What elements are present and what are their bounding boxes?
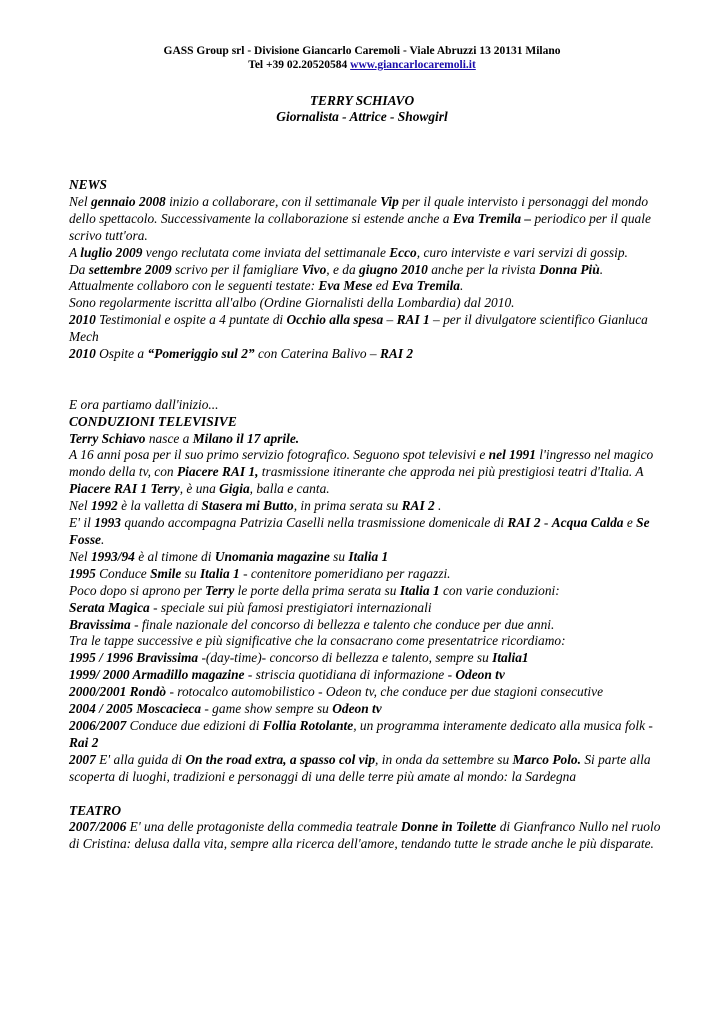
website-link[interactable]: www.giancarlocaremoli.it: [350, 59, 476, 71]
letterhead: [0, 44, 724, 72]
section-heading-teatro: TEATRO: [69, 802, 122, 818]
paragraph: 2007 E' alla guida di On the road extra, a spasso col vip, in onda da settembre su Marco Polo. Si parte alla: [69, 751, 651, 767]
paragraph: 2010 Testimonial e ospite a 4 puntate di Occhio alla spesa – RAI 1 – per il divulgatore scientifico Gianluca Mech: [69, 312, 648, 345]
paragraph: Terry Schiavo nasce a Milano il 17 aprile.: [69, 430, 300, 446]
paragraph: 2007/2006 E' una delle protagoniste della commedia teatrale Donne in Toilette di Gianfranco Nullo nel ruolo di Cristina: delusa dalla vita, sempre alla ricerca dell'amore, tendando tutte le strade anche le più disparate.: [69, 819, 661, 852]
section-news: [69, 194, 669, 363]
paragraph: E' il 1993 quando accompagna Patrizia Caselli nella trasmissione domenicale di RAI 2 - Acqua Calda e Se Fosse.: [69, 515, 650, 548]
paragraph: Nel gennaio 2008 inizio a collaborare, con il settimanale Vip per il quale intervisto i personaggi del mondo dello spettacolo. Successivamente la collaborazione si estende anche a Eva Tremila – periodico per il quale scrivo tutt'ora.: [69, 193, 651, 243]
paragraph: Tra le tappe successive e più significative che la consacrano come presentatrice ricordiamo:: [69, 633, 566, 649]
paragraph: A 16 anni posa per il suo primo servizio fotografico. Seguono spot televisivi e nel 1991 l'ingresso nel magico mondo della tv, con Piacere RAI 1, trasmissione itinerante che approda nei più prestigiosi teatri d'Italia. A Piacere RAI 1 Terry, è una Gigia, balla e canta.: [69, 447, 654, 497]
company-address: GASS Group srl - Divisione Giancarlo Caremoli - Viale Abruzzi 13 20131 Milano: [163, 45, 561, 57]
paragraph: Sono regolarmente iscritta all'albo (Ordine Giornalisti della Lombardia) dal 2010.: [69, 295, 515, 311]
paragraph: Nel 1992 è la valletta di Stasera mi Butto, in prima serata su RAI 2 .: [69, 498, 442, 514]
person-roles: Giornalista - Attrice - Showgirl: [276, 109, 448, 124]
paragraph: 2000/2001 Rondò - rotocalco automobilistico - Odeon tv, che conduce per due stagioni consecutive: [69, 684, 604, 700]
paragraph: 1995 / 1996 Bravissima -(day-time)- concorso di bellezza e talento, sempre su Italia1: [69, 650, 529, 666]
section-teatro: [69, 819, 669, 853]
paragraph: Serata Magica - speciale sui più famosi prestigiatori internazionali: [69, 599, 432, 615]
paragraph: 1995 Conduce Smile su Italia 1 - contenitore pomeridiano per ragazzi.: [69, 565, 451, 581]
person-name: TERRY SCHIAVO: [309, 93, 415, 108]
paragraph: A luglio 2009 vengo reclutata come inviata del settimanale Ecco, curo interviste e vari servizi di gossip.: [69, 244, 628, 260]
paragraph: 2010 Ospite a “Pomeriggio sul 2” con Caterina Balivo – RAI 2: [69, 346, 414, 362]
paragraph: Attualmente collaboro con le seguenti testate: Eva Mese ed Eva Tremila.: [69, 278, 464, 294]
paragraph: 2006/2007 Conduce due edizioni di Follia Rotolante, un programma interamente dedicato alla musica folk - Rai 2: [69, 717, 653, 750]
contact-line: [0, 58, 724, 72]
phone-number: Tel +39 02.20520584: [248, 59, 351, 71]
document-title: [0, 93, 724, 125]
section-heading-news: NEWS: [69, 177, 107, 192]
paragraph: 1999/ 2000 Armadillo magazine - striscia quotidiana di informazione - Odeon tv: [69, 667, 505, 683]
section-heading-tv: CONDUZIONI TELEVISIVE: [69, 413, 237, 429]
document-body: [69, 177, 669, 853]
section-tv: [69, 431, 669, 786]
intro-line: E ora partiamo dall'inizio...: [69, 396, 219, 412]
paragraph: Bravissima - finale nazionale del concorso di bellezza e talento che conduce per due anni.: [69, 616, 555, 632]
paragraph: Da settembre 2009 scrivo per il famigliare Vivo, e da giugno 2010 anche per la rivista Donna Più.: [69, 261, 604, 277]
paragraph: scoperta di luoghi, tradizioni e personaggi di una delle terre più amate al mondo: la Sardegna: [69, 768, 577, 784]
paragraph: Poco dopo si aprono per Terry le porte della prima serata su Italia 1 con varie conduzioni:: [69, 582, 560, 598]
paragraph: 2004 / 2005 Moscacieca - game show sempre su Odeon tv: [69, 701, 382, 717]
paragraph: Nel 1993/94 è al timone di Unomania magazine su Italia 1: [69, 548, 389, 564]
